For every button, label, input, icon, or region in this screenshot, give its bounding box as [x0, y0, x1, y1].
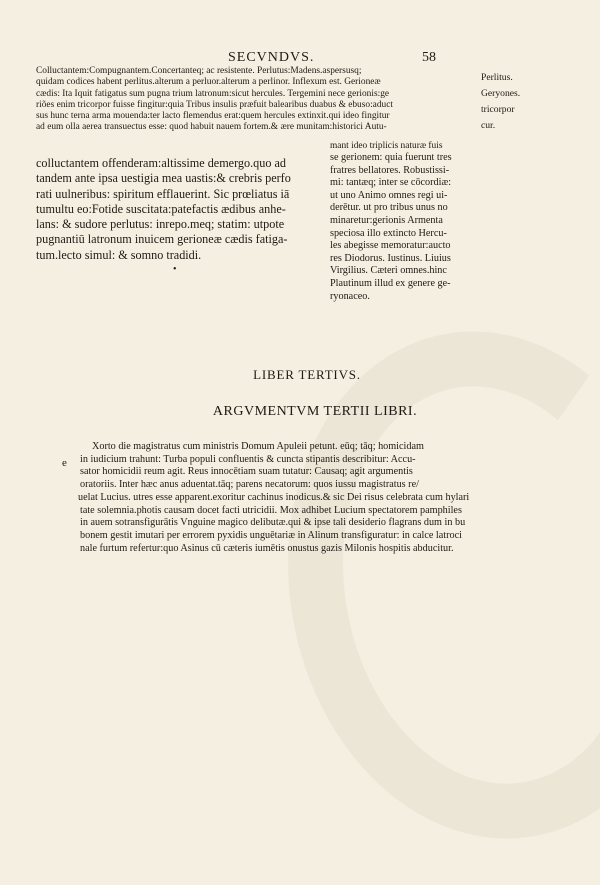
- commentary-line: riões enim tricorpor fuisse fingitur:quia Tribus insulis præfuit balearibus duabus & ebuso:aduct: [36, 99, 393, 110]
- page-number: 58: [422, 50, 436, 65]
- bullet-mark: •: [173, 264, 177, 275]
- argument-line: nale furtum refertur:quo Asinus cū cæteris iumētis onustus gazis Milonis hospitis abducitur.: [80, 542, 454, 554]
- main-text-line: tum.lecto simul: & somno tradidi.: [36, 247, 202, 262]
- main-text-line: pugnantiū latronum inuicem gerioneæ cædis fatiga-: [36, 232, 288, 247]
- margin-gloss: [481, 70, 561, 134]
- argument-heading: [0, 404, 600, 420]
- gloss-line: les abegisse memoratur:aucto: [330, 240, 451, 252]
- argument-heading-text: ARGVMENTVM TERTII LIBRI.: [212, 404, 418, 419]
- argument-line: in auem sotransfigurātis Vnguine magico delibutæ.qui & ipse tali desiderio flagrans dum in bu: [80, 517, 466, 529]
- margin-gloss-item: Perlitus.: [481, 72, 513, 83]
- gloss-line: se gerionem: quia fuerunt tres: [330, 152, 452, 163]
- gloss-line: derētur. ut pro tribus unus no: [330, 202, 448, 214]
- argument-line: uelat Lucius. utres esse apparent.exoritur cachinus inodicus.& sic Dei risus celebrata cum hylari: [78, 491, 470, 503]
- margin-gloss-item: Geryones.: [481, 88, 521, 99]
- main-text-line: lans: & sudore perlutus: inrepo.meq; statim: utpote: [36, 217, 285, 232]
- margin-gloss-item: tricorpor: [481, 104, 515, 115]
- main-text-line: colluctantem offenderam:altissime demergo.quo ad: [36, 156, 286, 170]
- commentary-line: cædis: Ita Iquit fatigatus sum pugna trium latronum:sicut hercules. Tergemini nece gerionis:ge: [36, 88, 390, 99]
- book-heading: [0, 367, 600, 383]
- gloss-line: ryonaceo.: [330, 290, 370, 302]
- margin-gloss-item: cur.: [481, 120, 496, 131]
- argument-block: [80, 441, 506, 555]
- main-text-block: [36, 156, 314, 263]
- gloss-line: fratres bellatores. Robustissi-: [330, 164, 450, 176]
- paper-watermark: [249, 299, 600, 871]
- gloss-line: speciosa illo extincto Hercu-: [330, 227, 447, 239]
- commentary-block: [36, 66, 470, 134]
- argument-line: in iudicium trahunt: Turba populi confluentis & cuncta stipantis describitur: Accu-: [80, 453, 416, 465]
- argument-line: oratoriis. Inter hæc anus aduentat.tāq; parens necatorum: quos iussu magistratus re/: [80, 479, 419, 491]
- gloss-line: Virgilius. Cæteri omnes.hinc: [330, 265, 447, 277]
- main-text-line: tumultu eo:Fotide suscitata:patefactis ædibus anhe-: [36, 201, 286, 216]
- commentary-line: sus hunc terna arma mouenda:ter lacto flemendus erat:quem hercules extinxit.qui ideo fingitur: [36, 111, 390, 122]
- gloss-line: Plautinum illud ex genere ge-: [330, 277, 451, 289]
- gloss-line: res Diodorus. Iustinus. Liuius: [330, 252, 451, 264]
- guide-letter: e: [62, 457, 67, 469]
- argument-line: sator homicidii reum agit. Reus innocētiam suam tutatur: Causaq; agit argumentis: [80, 466, 413, 478]
- argument-line: bonem gestit imutari per errorem pyxidis unguētariæ in Alinum transfiguratur: in calce latroci: [80, 529, 462, 541]
- commentary-line: Colluctantem:Compugnantem.Concertanteq; ac resistente. Perlutus:Madens.aspersusq;: [36, 66, 362, 76]
- main-text-line: tandem ante ipsa uestigia mea uastis:& crebris perfo: [36, 171, 291, 186]
- commentary-line: quidam codices habent perlitus.alterum a perluor.alterum a perlinor. Inflexum est. Gerioneæ: [36, 77, 381, 88]
- book-heading-text: LIBER TERTIVS.: [253, 367, 361, 382]
- gloss-line: minaretur:gerionis Armenta: [330, 214, 443, 226]
- argument-line: Xorto die magistratus cum ministris Domum Apuleii petunt. eūq; tāq; homicidam: [92, 441, 424, 452]
- gloss-line: ut uno Animo omnes regi ui-: [330, 189, 448, 201]
- gloss-column: [330, 152, 476, 303]
- argument-line: tate solemnia.photis causam docet facti utricidii. Mox adhibet Lucium spectatorem pamphiles: [80, 504, 462, 516]
- running-title: SECVNDVS.: [228, 50, 315, 65]
- commentary-line: ad eum olla aerea transuectus esse: quod habuit nauem fortem.& ære munitam:historici Autu-: [36, 122, 387, 133]
- gloss-line: mi: tantæq; inter se cōcordiæ:: [330, 177, 452, 189]
- main-text-line: rati uulneribus: spiritum efflauerint. Sic prœliatus iā: [36, 186, 290, 201]
- commentary-tail: mant ideo triplicis naturæ fuis: [330, 141, 443, 151]
